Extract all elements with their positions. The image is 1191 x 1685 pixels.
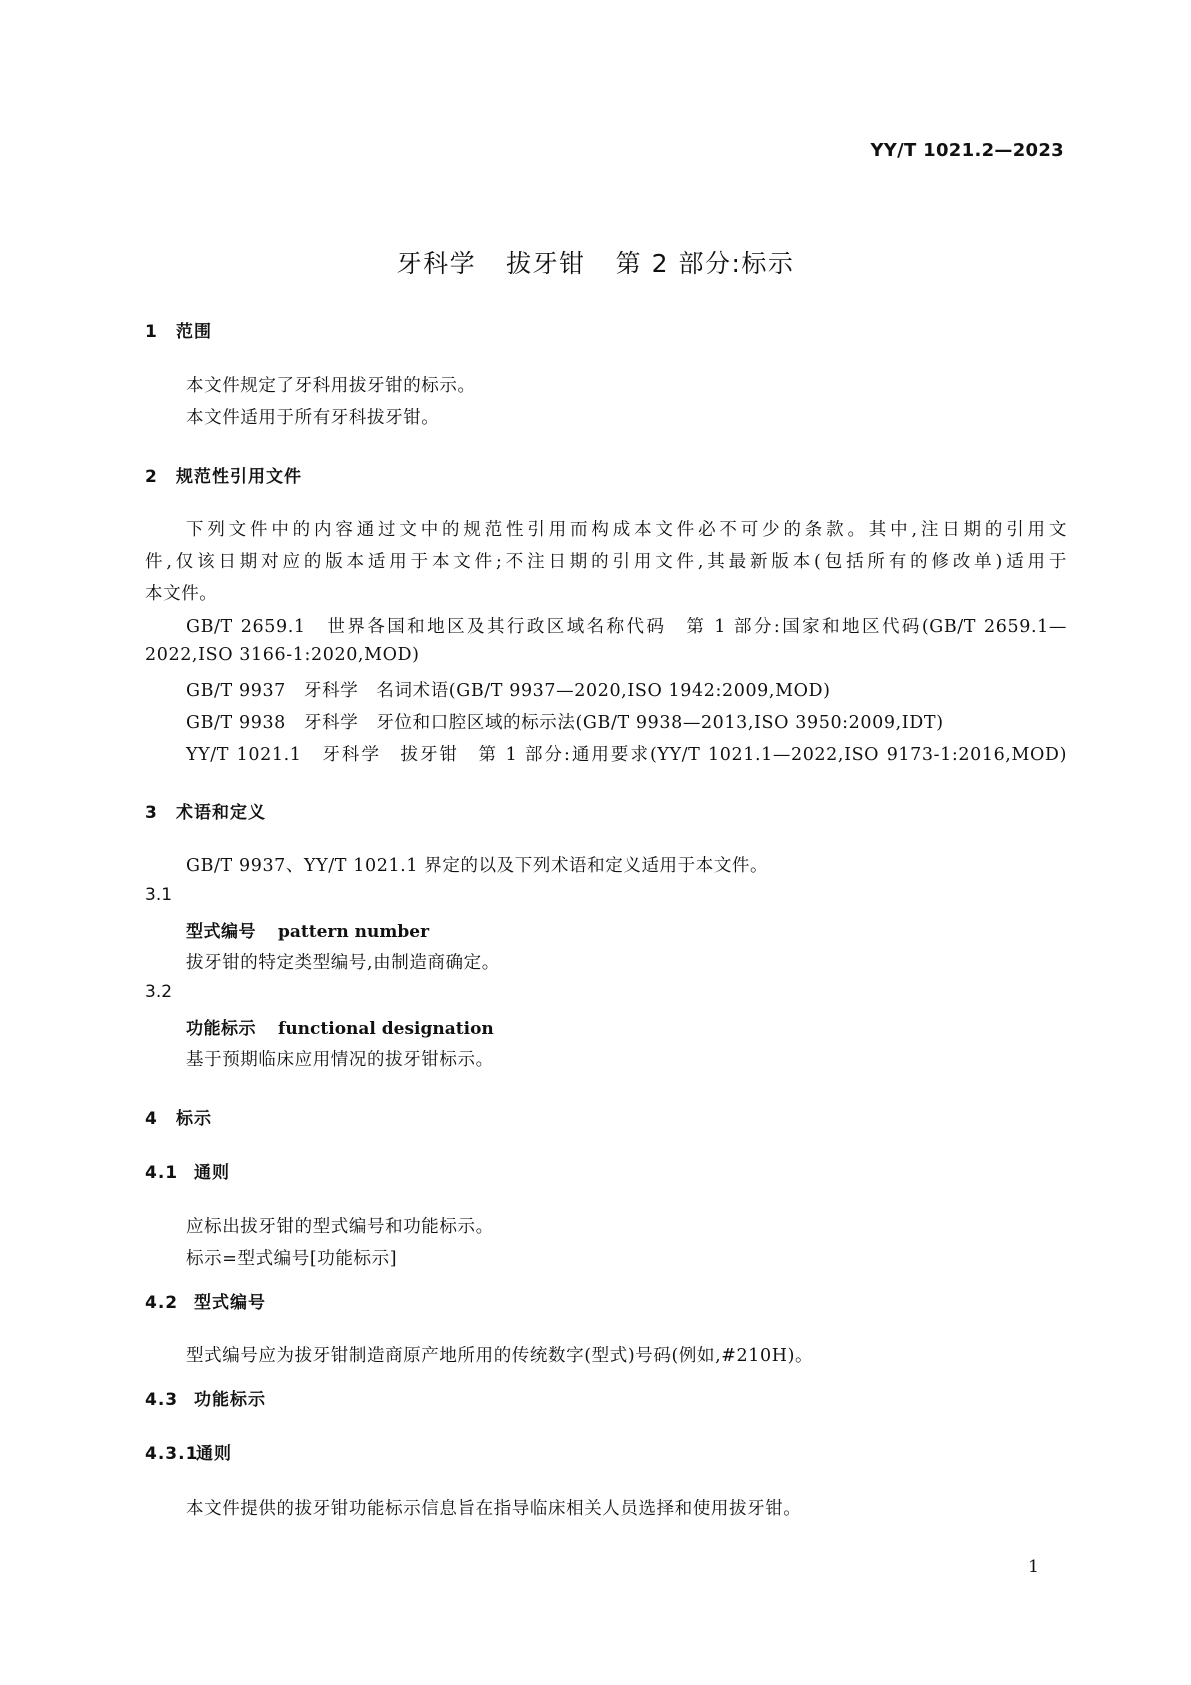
section-title: 范围	[176, 322, 212, 342]
section-4-2-paragraph-1: 型式编号应为拔牙钳制造商原产地所用的传统数字(型式)号码(例如,#210H)。	[186, 1346, 814, 1366]
section-4-3-heading	[145, 1385, 266, 1410]
section-title: 标示	[176, 1109, 212, 1129]
section-number: 4.2	[145, 1293, 179, 1313]
document-title	[0, 244, 1191, 280]
section-4-1-paragraph-1: 应标出拔牙钳的型式编号和功能标示。	[186, 1217, 494, 1237]
term-zh: 型式编号	[186, 922, 256, 942]
section-title: 功能标示	[194, 1390, 266, 1410]
section-number: 4	[145, 1109, 158, 1129]
section-2-intro-line-1: 下列文件中的内容通过文中的规范性引用而构成本文件必不可少的条款。其中,注日期的引用文	[186, 520, 1067, 540]
page-number: 1	[1028, 1557, 1039, 1577]
term-number: 3.1	[145, 885, 173, 905]
term-heading	[186, 1014, 494, 1039]
section-number: 4.1	[145, 1163, 179, 1183]
reference-1-line-2: 2022,ISO 3166-1:2020,MOD)	[145, 645, 420, 665]
section-2-intro-line-3: 本文件。	[145, 584, 218, 604]
section-4-3-1-heading	[145, 1439, 232, 1464]
section-4-1-heading	[145, 1158, 230, 1183]
reference-1-line-1: GB/T 2659.1 世界各国和地区及其行政区域名称代码 第 1 部分:国家和地区代码(GB/T 2659.1—	[186, 617, 1067, 637]
title-part-3: 第 2 部分:标示	[615, 249, 795, 278]
section-title: 型式编号	[194, 1293, 266, 1313]
reference-4: YY/T 1021.1 牙科学 拔牙钳 第 1 部分:通用要求(YY/T 1021.1—2022,ISO 9173-1:2016,MOD)	[186, 745, 1067, 765]
section-title: 规范性引用文件	[176, 467, 302, 487]
section-1-paragraph-2: 本文件适用于所有牙科拔牙钳。	[186, 408, 440, 428]
term-definition: 基于预期临床应用情况的拔牙钳标示。	[186, 1050, 494, 1070]
term-en: pattern number	[278, 922, 430, 942]
section-number: 1	[145, 322, 158, 342]
title-part-2: 拔牙钳	[506, 249, 586, 278]
title-part-1: 牙科学	[396, 249, 477, 278]
section-4-1-paragraph-2: 标示=型式编号[功能标示]	[186, 1249, 398, 1269]
term-zh: 功能标示	[186, 1019, 256, 1039]
term-heading	[186, 917, 429, 942]
section-4-heading	[145, 1104, 212, 1129]
section-3-intro: GB/T 9937、YY/T 1021.1 界定的以及下列术语和定义适用于本文件。	[186, 856, 769, 876]
section-1-paragraph-1: 本文件规定了牙科用拔牙钳的标示。	[186, 376, 476, 396]
section-number: 3	[145, 803, 158, 823]
reference-3: GB/T 9938 牙科学 牙位和口腔区域的标示法(GB/T 9938—2013,ISO 3950:2009,IDT)	[186, 713, 944, 733]
section-4-2-heading	[145, 1288, 266, 1313]
standard-code: YY/T 1021.2—2023	[870, 140, 1064, 161]
reference-2: GB/T 9937 牙科学 名词术语(GB/T 9937—2020,ISO 1942:2009,MOD)	[186, 681, 831, 701]
section-3-heading	[145, 798, 266, 823]
term-number: 3.2	[145, 982, 173, 1002]
section-4-3-1-paragraph-1: 本文件提供的拔牙钳功能标示信息旨在指导临床相关人员选择和使用拔牙钳。	[186, 1499, 802, 1519]
section-title: 术语和定义	[176, 803, 266, 823]
term-en: functional designation	[278, 1019, 494, 1039]
term-definition: 拔牙钳的特定类型编号,由制造商确定。	[186, 953, 500, 973]
section-number: 4.3	[145, 1390, 179, 1410]
section-number: 2	[145, 467, 158, 487]
section-2-heading	[145, 462, 302, 487]
section-number: 4.3.1	[145, 1444, 199, 1464]
section-1-heading	[145, 317, 212, 342]
section-title: 通则	[194, 1163, 230, 1183]
section-2-intro-line-2: 件,仅该日期对应的版本适用于本文件;不注日期的引用文件,其最新版本(包括所有的修改单)适用于	[145, 552, 1067, 572]
section-title: 通则	[196, 1444, 232, 1464]
